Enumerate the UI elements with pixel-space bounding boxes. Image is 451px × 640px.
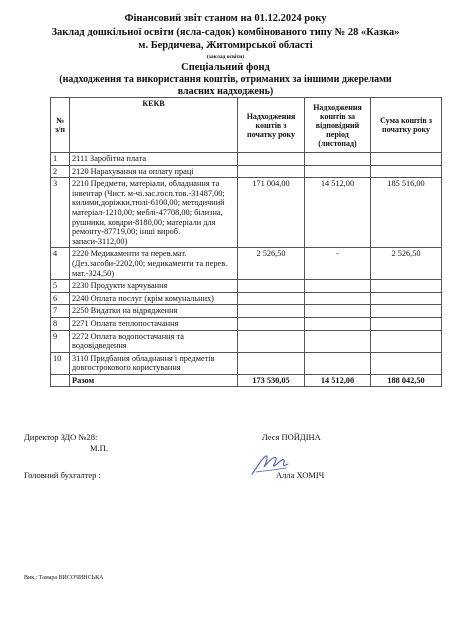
row-opening — [238, 317, 305, 330]
row-opening — [238, 305, 305, 318]
row-kekv: 2230 Продукти харчування — [70, 280, 238, 293]
row-num: 1 — [51, 153, 70, 166]
row-period — [305, 165, 371, 178]
institution-city: м. Бердичева, Житомирської області — [138, 40, 313, 51]
fund-subtitle-line2: власних надходжень) — [177, 86, 274, 97]
row-kekv: 3110 Придбання обладнання і предметів довгострокового користування — [70, 352, 238, 374]
row-kekv: 2120 Нарахування на оплату праці — [70, 165, 238, 178]
header-kekv: КЕКВ — [70, 98, 238, 153]
institution-name: Заклад дошкільної освіти (ясла-садок) комбінованого типу № 28 «Казка» — [51, 27, 400, 38]
row-num: 9 — [51, 330, 70, 352]
row-num: 4 — [51, 248, 70, 280]
header-opening: Надходження коштів з початку року — [238, 98, 305, 153]
accountant-name: Алла ХОМІЧ — [276, 470, 325, 480]
row-period — [305, 352, 371, 374]
total-label: Разом — [70, 374, 238, 387]
table-row — [51, 305, 442, 318]
table-row — [51, 317, 442, 330]
header-num: № з/п — [51, 98, 70, 153]
total-opening: 173 530,05 — [238, 374, 305, 387]
row-sum: 2 526,50 — [371, 248, 442, 280]
row-num: 10 — [51, 352, 70, 374]
row-period — [305, 153, 371, 166]
row-period — [305, 292, 371, 305]
row-num: 6 — [51, 292, 70, 305]
row-kekv: 2220 Медикаменти та перев.мат. (Дез.засоби-2202,00; медикаменти та перев. мат.-324,50) — [70, 248, 238, 280]
fund-title: Спеціальний фонд — [181, 62, 270, 73]
table-row — [51, 280, 442, 293]
table-row — [51, 165, 442, 178]
row-period: - — [305, 248, 371, 280]
row-opening — [238, 165, 305, 178]
stamp-place: М.П. — [90, 443, 108, 453]
total-row — [51, 374, 442, 387]
row-period — [305, 330, 371, 352]
table-row — [51, 153, 442, 166]
header-sum: Сума коштів з початку року — [371, 98, 442, 153]
row-kekv: 2240 Оплата послуг (крім комунальних) — [70, 292, 238, 305]
row-kekv: 2111 Заробітна плата — [70, 153, 238, 166]
row-sum — [371, 280, 442, 293]
director-name: Леся ПОЙДІНА — [262, 432, 321, 442]
total-period: 14 512,00 — [305, 374, 371, 387]
finance-table — [50, 97, 442, 387]
executor-note: Вик.: Тамара ВИСОЧИНСЬКА — [24, 575, 104, 581]
row-period — [305, 280, 371, 293]
row-num: 7 — [51, 305, 70, 318]
table-row — [51, 248, 442, 280]
report-title: Фінансовий звіт станом на 01.12.2024 року — [124, 13, 327, 24]
row-opening: 2 526,50 — [238, 248, 305, 280]
row-period: 14 512,00 — [305, 178, 371, 248]
row-num: 5 — [51, 280, 70, 293]
row-kekv: 2250 Видатки на відрядження — [70, 305, 238, 318]
row-opening — [238, 352, 305, 374]
row-opening — [238, 330, 305, 352]
row-num: 8 — [51, 317, 70, 330]
accountant-title: Головний бухгалтер : — [24, 470, 101, 480]
table-header-row — [51, 98, 442, 153]
row-opening — [238, 280, 305, 293]
table-row — [51, 178, 442, 248]
table-row — [51, 352, 442, 374]
row-sum — [371, 305, 442, 318]
row-kekv: 2210 Предмети, матеріали, обладнання та інвентар (Чист. м-чі.зас.госп.тов.-31487,00; килими,доріжки,тюлі-6100,00; методичний матеріал-1210,00; меблі-47708,00; білизна, рушники, ковдри-8180,00; матеріали для ремонту-87719,00; інші вироб. запаси-3112,00) — [70, 178, 238, 248]
row-num: 2 — [51, 165, 70, 178]
total-sum: 188 042,50 — [371, 374, 442, 387]
total-num-cell — [51, 374, 70, 387]
table-row — [51, 330, 442, 352]
table-row — [51, 292, 442, 305]
row-sum — [371, 153, 442, 166]
header-period: Надходження коштів за відповідний період (листопад) — [305, 98, 371, 153]
row-kekv: 2271 Оплата теплопостачання — [70, 317, 238, 330]
row-opening — [238, 153, 305, 166]
row-sum — [371, 352, 442, 374]
row-num: 3 — [51, 178, 70, 248]
row-sum — [371, 330, 442, 352]
row-sum: 185 516,00 — [371, 178, 442, 248]
row-opening — [238, 292, 305, 305]
row-opening: 171 004,00 — [238, 178, 305, 248]
fund-subtitle-line1: (надходження та використання коштів, отриманих за іншими джерелами — [59, 74, 392, 85]
row-period — [305, 305, 371, 318]
row-sum — [371, 317, 442, 330]
institution-caption: (заклад освіти) — [206, 54, 245, 60]
row-kekv: 2272 Оплата водопостачання та водовідведення — [70, 330, 238, 352]
row-sum — [371, 165, 442, 178]
row-sum — [371, 292, 442, 305]
director-title: Директор ЗДО №28: — [24, 432, 98, 442]
row-period — [305, 317, 371, 330]
